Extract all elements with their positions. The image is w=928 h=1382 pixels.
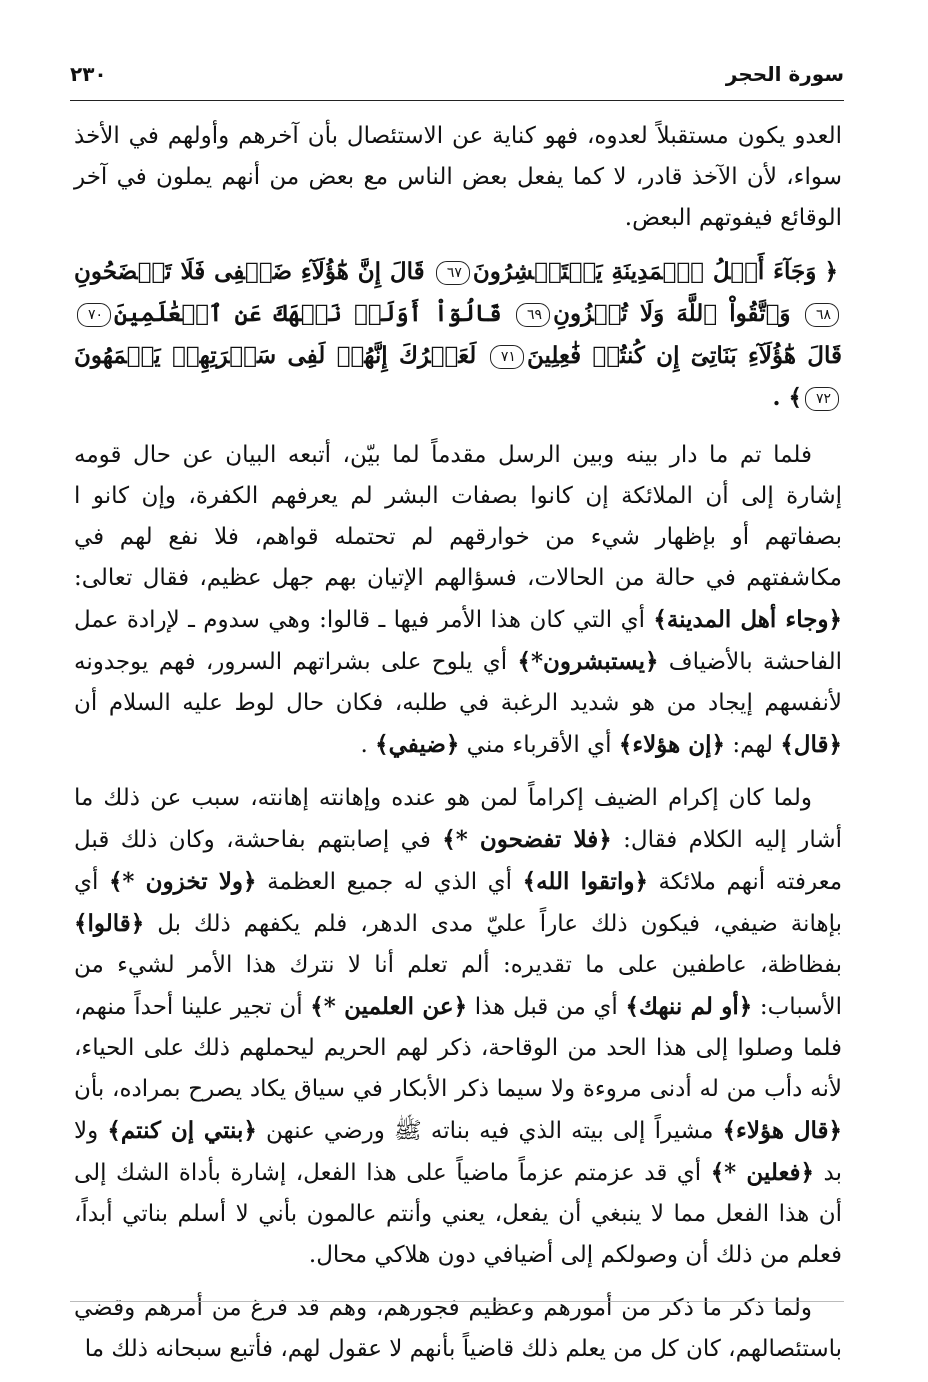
p2-quote-5: ﴿ضيفي﴾ xyxy=(375,731,460,758)
page-header xyxy=(70,58,844,94)
verse-70: قَالُوٓاْ أَوَلَمۡ نَنۡهَكَ عَنِ ٱلۡعَٰلَمِينَ xyxy=(114,300,502,327)
paragraph-1: العدو يكون مستقبلاً لعدوه، فهو كناية عن الاستئصال بأن آخرهم وأولهم في الأخذ سواء، لأن الآخذ قادر، لا كما يفعل بعض الناس مع بعض من أنهم يملون في آخر الوقائع فيفوتهم البعض. xyxy=(74,123,842,231)
p3-text-6: أي من قبل هذا xyxy=(474,994,618,1020)
p2-text-5: أي الأقرباء مني xyxy=(466,732,612,758)
verse-close-bracket: ﴾ . xyxy=(772,384,802,411)
ayah-number-67: ٦٧ xyxy=(436,261,470,285)
header-divider xyxy=(70,100,844,101)
ayah-number-71: ٧١ xyxy=(490,345,524,369)
p3-text-10: أي قد عزمتم عزماً ماضياً على هذا الفعل، إشارة بأداة الشك إلى أن هذا الفعل مما لا ينبغي أن يفعل، يعني وأنتم عالمون بأني لا أسلم بناتي أبداً، فعلم من ذلك أن وصولكم إلى أضيافي دون هلاكي محال. xyxy=(74,1160,842,1268)
p3-text-5: بفظاظة، عاطفين على ما تقديره: ألم تعلم أنا لا نترك هذا الأمر لشيء من الأسباب: xyxy=(74,952,843,1020)
p3-text-1: ولما كان إكرام الضيف إكراماً لمن هو عنده وإهانته إهانته، سبب عن ذلك ما أشار إليه الكلام فقال: xyxy=(74,785,842,853)
p2-quote-1: ﴿وجاء أهل المدينة﴾ xyxy=(653,606,842,633)
p3-text-7: أن تجير علينا أحداً منهم، فلما وصلوا إلى هذا الحد من الوقاحة، ذكر لهم الحريم ليحملهم ذلك على الحياء، لأنه دأب من له أدنى مروءة ولا سيما ذكر الأبكار في سياق يكاد يصرح بمراده، بأن xyxy=(74,994,842,1102)
verse-71: قَالَ هَٰٓؤُلَآءِ بَنَاتِىٓ إِن كُنتُمۡ فَٰعِلِينَ xyxy=(526,342,843,369)
p3-quote-5: ﴿أو لم ننهك﴾ xyxy=(625,993,753,1020)
p3-text-3: أي الذي له جميع العظمة xyxy=(267,869,513,895)
p3-quote-8: ﴿بنتي إن كنتم﴾ xyxy=(107,1117,257,1144)
p3-text-2: في إصابتهم بفاحشة، وكان ذلك قبل معرفته أنهم ملائكة xyxy=(74,827,843,895)
p2-text-3: أي يلوح على بشراتهم السرور، فهم يوجدونه لأنفسهم إيجاد من هو شديد الرغبة في طلبه، فكان حال لوط عليه السلام أن xyxy=(74,649,842,716)
quran-verse-block xyxy=(74,251,842,419)
p2-quote-4: ﴿إن هؤلاء﴾ xyxy=(618,731,726,758)
p2-quote-3: ﴿قال﴾ xyxy=(780,731,842,758)
verse-68: قَالَ إِنَّ هَٰٓؤُلَآءِ ضَيۡفِى فَلَا تَفۡضَحُونِ xyxy=(74,258,425,285)
page-body xyxy=(74,116,842,1382)
p3-text-9: ولا بد xyxy=(74,1118,843,1186)
verse-69: وَٱتَّقُواْ ٱللَّهَ وَلَا تُخۡزُونِ xyxy=(553,300,791,327)
page-number: ٢٣٠ xyxy=(70,62,107,86)
p2-text-4: لهم: xyxy=(732,732,774,758)
ayah-number-72: ٧٢ xyxy=(805,387,839,411)
paragraph-2 xyxy=(74,435,842,766)
p2-text-2: أي التي كان هذا الأمر فيها ـ قالوا: وهي سدوم ـ لإرادة عمل الفاحشة بالأضياف xyxy=(74,607,842,675)
p3-quote-9: ﴿فعلين *﴾ xyxy=(710,1159,815,1186)
surah-title: سورة الحجر xyxy=(725,62,844,86)
p2-text-6: . xyxy=(360,732,368,758)
p3-quote-7: ﴿قال هؤلاء﴾ xyxy=(722,1117,843,1144)
p3-quote-2: ﴿واتقوا الله﴾ xyxy=(522,868,648,895)
ayah-number-69: ٦٩ xyxy=(516,303,550,327)
paragraph-3 xyxy=(74,778,842,1276)
p2-text-1: فلما تم ما دار بينه وبين الرسل مقدماً لما بيّن، أتبعه البيان عن حال قومه إشارة إلى أن الملائكة إن كانوا بصفات البشر لم يعرفهم الكفرة، وإن كانو ا بصفاتهم أو بإظهار شيء من خوارقهم لم تحتمله قواهم، فلا نفع لهم في مكاشفتهم في حالة من الحالات، فسؤالهم الإتيان بهم جهل عظيم، فقال تعالى: xyxy=(74,442,842,591)
p3-quote-3: ﴿ولا تخزون *﴾ xyxy=(108,868,257,895)
paragraph-4: ولما ذكر ما ذكر من أمورهم وعظيم فجورهم، وهم قد فرغ من أمرهم وقضي باستئصالهم، كان كل من يعلم ذلك قاضياً بأنهم لا عقول لهم، فأتبع سبحانه ذلك ما xyxy=(74,1295,842,1362)
p3-quote-4: ﴿قالوا﴾ xyxy=(74,910,145,937)
verse-67: وَجَآءَ أَهۡلُ ٱلۡمَدِينَةِ يَسۡتَبۡشِرُونَ xyxy=(472,258,817,285)
p3-quote-6: ﴿عن العلمين *﴾ xyxy=(310,993,468,1020)
p3-quote-1: ﴿فلا تفضحون *﴾ xyxy=(442,826,612,853)
verse-open-bracket: ﴿ xyxy=(824,258,839,285)
p2-quote-2: ﴿يستبشرون*﴾ xyxy=(517,648,659,675)
footer-divider xyxy=(70,1301,844,1302)
ayah-number-70: ٧٠ xyxy=(77,303,111,327)
p3-text-4: أي بإهانة ضيفي، فيكون ذلك عاراً عليّ مدى الدهر، فلم يكفهم ذلك بل xyxy=(74,869,843,937)
p3-text-8: مشيراً إلى بيته الذي فيه بناته ﷺ ورضي عنهن xyxy=(266,1118,714,1144)
verse-72: لَعَمۡرُكَ إِنَّهُمۡ لَفِى سَكۡرَتِهِمۡ يَعۡمَهُونَ xyxy=(74,342,477,369)
ayah-number-68: ٦٨ xyxy=(805,303,839,327)
